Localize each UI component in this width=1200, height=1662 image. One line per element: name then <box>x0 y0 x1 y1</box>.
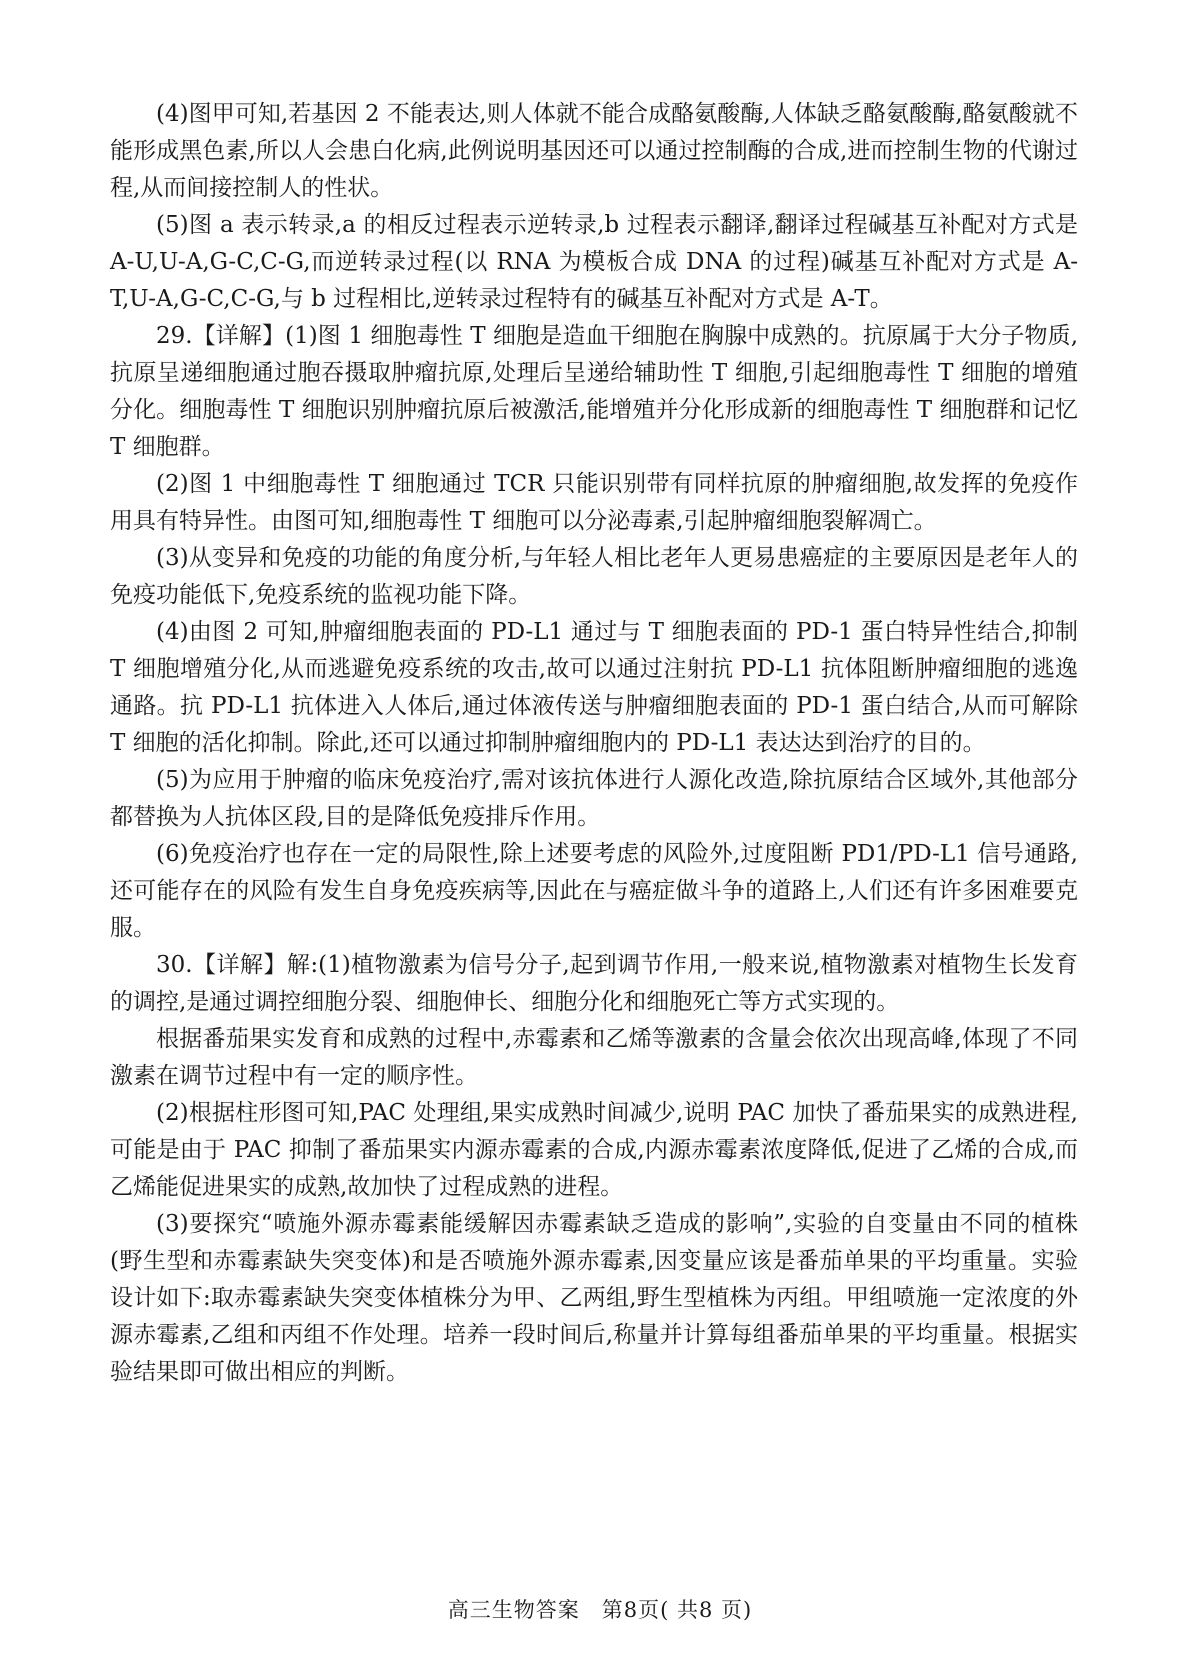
paragraph-q30-1: 30.【详解】解:(1)植物激素为信号分子,起到调节作用,一般来说,植物激素对植物生长发育的调控,是通过调控细胞分裂、细胞伸长、细胞分化和细胞死亡等方式实现的。 <box>110 952 1078 1015</box>
page-footer: 高三生物答案 第8页( 共8 页) <box>447 1598 753 1622</box>
paragraph-q29-5: (5)为应用于肿瘤的临床免疫治疗,需对该抗体进行人源化改造,除抗原结合区域外,其他部分都替换为人抗体区段,目的是降低免疫排斥作用。 <box>110 767 1078 830</box>
paragraph-q29-3: (3)从变异和免疫的功能的角度分析,与年轻人相比老年人更易患癌症的主要原因是老年人的免疫功能低下,免疫系统的监视功能下降。 <box>110 545 1078 608</box>
answer-body <box>110 96 1078 1391</box>
paragraph-q30-2: (2)根据柱形图可知,PAC 处理组,果实成熟时间减少,说明 PAC 加快了番茄果实的成熟进程,可能是由于 PAC 抑制了番茄果实内源赤霉素的合成,内源赤霉素浓度降低,促进了乙烯的合成,而乙烯能促进果实的成熟,故加快了过程成熟的进程。 <box>110 1100 1078 1200</box>
paragraph-q29-6: (6)免疫治疗也存在一定的局限性,除上述要考虑的风险外,过度阻断 PD1/PD-L1 信号通路,还可能存在的风险有发生自身免疫疾病等,因此在与癌症做斗争的道路上,人们还有许多困难要克服。 <box>110 841 1078 941</box>
paragraph-q30-1-cont: 根据番茄果实发育和成熟的过程中,赤霉素和乙烯等激素的含量会依次出现高峰,体现了不同激素在调节过程中有一定的顺序性。 <box>110 1026 1078 1089</box>
paragraph-q29-1: 29.【详解】(1)图 1 细胞毒性 T 细胞是造血干细胞在胸腺中成熟的。抗原属于大分子物质,抗原呈递细胞通过胞吞摄取肿瘤抗原,处理后呈递给辅助性 T 细胞,引起细胞毒性 T 细胞的增殖分化。细胞毒性 T 细胞识别肿瘤抗原后被激活,能增殖并分化形成新的细胞毒性 T 细胞群和记忆 T 细胞群。 <box>110 323 1078 460</box>
paragraph-q29-4: (4)由图 2 可知,肿瘤细胞表面的 PD-L1 通过与 T 细胞表面的 PD-1 蛋白特异性结合,抑制 T 细胞增殖分化,从而逃避免疫系统的攻击,故可以通过注射抗 PD-L1 抗体阻断肿瘤细胞的逃逸通路。抗 PD-L1 抗体进入人体后,通过体液传送与肿瘤细胞表面的 PD-1 蛋白结合,从而可解除 T 细胞的活化抑制。除此,还可以通过抑制肿瘤细胞内的 PD-L1 表达达到治疗的目的。 <box>110 619 1078 756</box>
paragraph-q30-3: (3)要探究“喷施外源赤霉素能缓解因赤霉素缺乏造成的影响”,实验的自变量由不同的植株(野生型和赤霉素缺失突变体)和是否喷施外源赤霉素,因变量应该是番茄单果的平均重量。实验设计如下:取赤霉素缺失突变体植株分为甲、乙两组,野生型植株为丙组。甲组喷施一定浓度的外源赤霉素,乙组和丙组不作处理。培养一段时间后,称量并计算每组番茄单果的平均重量。根据实验结果即可做出相应的判断。 <box>110 1211 1078 1385</box>
paragraph-q28-5: (5)图 a 表示转录,a 的相反过程表示逆转录,b 过程表示翻译,翻译过程碱基互补配对方式是 A-U,U-A,G-C,C-G,而逆转录过程(以 RNA 为模板合成 DNA 的过程)碱基互补配对方式是 A-T,U-A,G-C,C-G,与 b 过程相比,逆转录过程特有的碱基互补配对方式是 A-T。 <box>110 212 1078 312</box>
paragraph-q28-4: (4)图甲可知,若基因 2 不能表达,则人体就不能合成酪氨酸酶,人体缺乏酪氨酸酶,酪氨酸就不能形成黑色素,所以人会患白化病,此例说明基因还可以通过控制酶的合成,进而控制生物的代谢过程,从而间接控制人的性状。 <box>110 101 1078 201</box>
paragraph-q29-2: (2)图 1 中细胞毒性 T 细胞通过 TCR 只能识别带有同样抗原的肿瘤细胞,故发挥的免疫作用具有特异性。由图可知,细胞毒性 T 细胞可以分泌毒素,引起肿瘤细胞裂解凋亡。 <box>110 471 1078 534</box>
